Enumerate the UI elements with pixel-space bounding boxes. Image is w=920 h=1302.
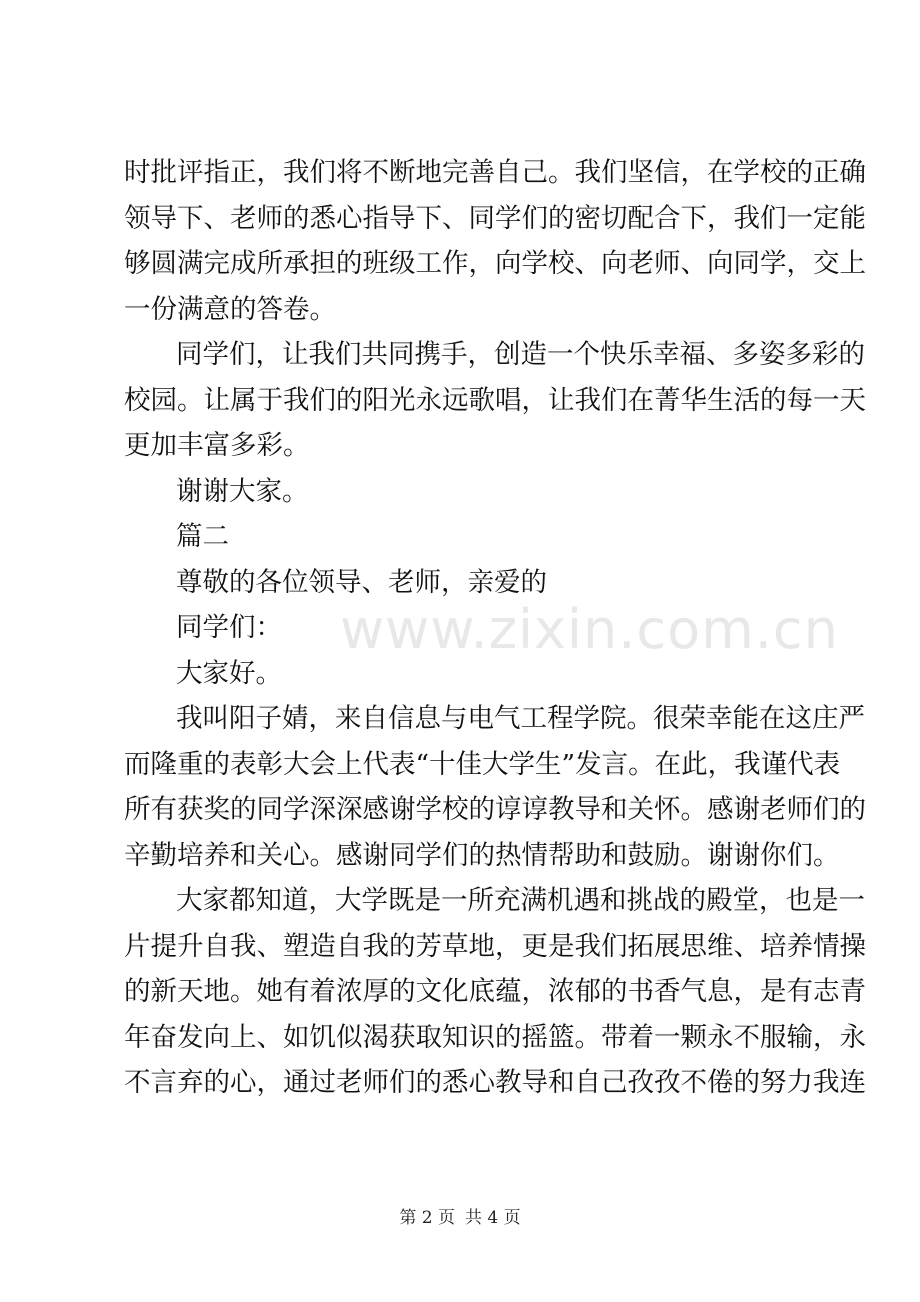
text-line: 篇二 xyxy=(176,521,229,552)
page-number: 第 2 页 xyxy=(399,1208,455,1228)
text-line: 校园。让属于我们的阳光永远歌唱，让我们在菁华生活的每一天 xyxy=(124,384,866,416)
text-line: 够圆满完成所承担的班级工作，向学校、向老师、向同学，交上 xyxy=(124,248,866,279)
watermark: www.zixin.com.cn xyxy=(340,598,839,661)
text-line: 大家好。 xyxy=(176,657,282,689)
text-line: 不言弃的心，通过老师们的悉心教导和自己孜孜不倦的努力我连 xyxy=(124,1067,866,1098)
text-line: 谢谢大家。 xyxy=(176,475,309,507)
text-line: 领导下、老师的悉心指导下、同学们的密切配合下，我们一定能 xyxy=(124,202,866,234)
page-total: 共 4 页 xyxy=(465,1208,521,1228)
text-line: 同学们，让我们共同携手，创造一个快乐幸福、多姿多彩的 xyxy=(176,339,865,370)
page-footer xyxy=(0,1203,920,1228)
text-line: 年奋发向上、如饥似渴获取知识的摇篮。带着一颗永不服输，永 xyxy=(124,1021,866,1053)
text-line: 同学们： xyxy=(176,612,282,643)
text-line: 大家都知道，大学既是一所充满机遇和挑战的殿堂，也是一 xyxy=(176,885,865,916)
text-line: 辛勤培养和关心。感谢同学们的热情帮助和鼓励。谢谢你们。 xyxy=(124,839,840,871)
text-line: 而隆重的表彰大会上代表“十佳大学生”发言。在此，我谨代表 xyxy=(124,748,841,780)
text-line: 尊敬的各位领导、老师，亲爱的 xyxy=(176,566,547,598)
text-line: 我叫阳子婧，来自信息与电气工程学院。很荣幸能在这庄严 xyxy=(176,703,865,734)
text-line: 所有获奖的同学深深感谢学校的谆谆教导和关怀。感谢老师们的 xyxy=(124,794,866,825)
text-line: 一份满意的答卷。 xyxy=(124,293,336,325)
text-line: 时批评指正，我们将不断地完善自己。我们坚信，在学校的正确 xyxy=(124,157,866,188)
text-line: 的新天地。她有着浓厚的文化底蕴，浓郁的书香气息，是有志青 xyxy=(124,976,866,1007)
text-line: 片提升自我、塑造自我的芳草地，更是我们拓展思维、培养情操 xyxy=(124,930,866,962)
text-line: 更加丰富多彩。 xyxy=(124,430,310,461)
